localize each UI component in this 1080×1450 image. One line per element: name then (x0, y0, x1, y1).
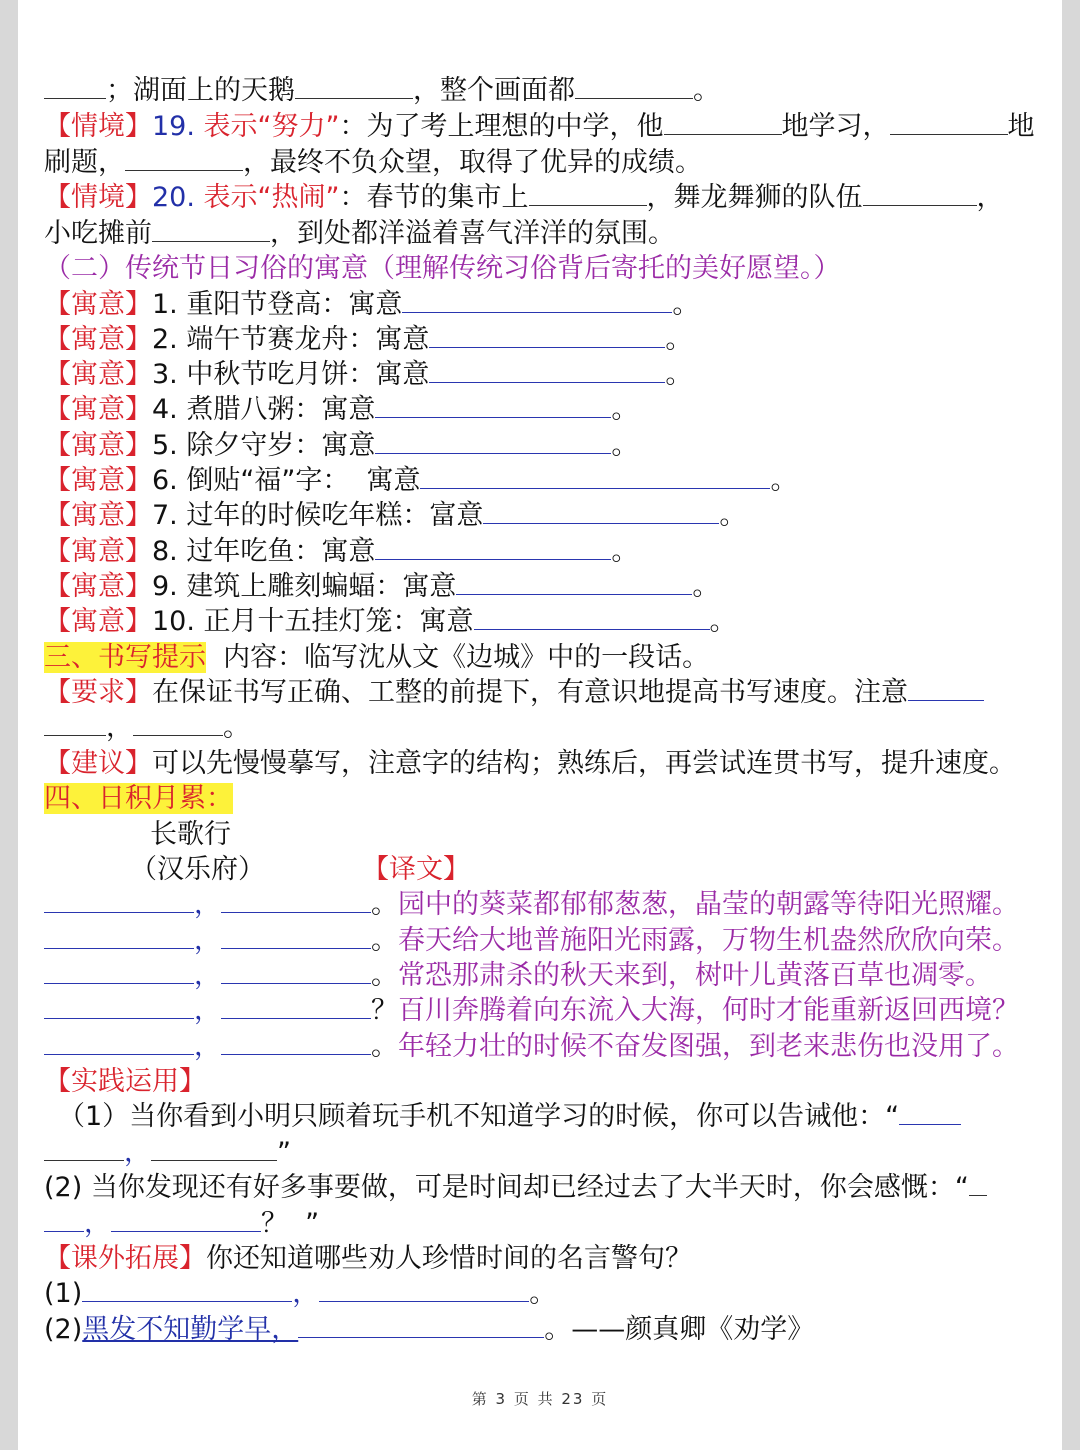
question-tag: 【情境】 (44, 182, 152, 213)
blank[interactable] (664, 112, 782, 135)
section-3-suggestion: 【建议】可以先慢慢摹写，注意字的结构；熟练后，再尝试连贯书写，提升速度。 (44, 748, 1016, 779)
blank[interactable] (44, 1209, 84, 1232)
section-3: 三、书写提示 内容：临写沈从文《边城》中的一段话。 (44, 642, 710, 673)
blank[interactable] (221, 890, 371, 913)
blank[interactable] (151, 1138, 277, 1161)
blank[interactable] (969, 1173, 987, 1196)
meaning-item: 【寓意】10. 正月十五挂灯笼：寓意 。 (44, 606, 737, 637)
poem-row: ， ？百川奔腾着向东流入大海，何时才能重新返回西境？ (44, 994, 1019, 1028)
section-3-title: 三、书写提示 (44, 642, 206, 673)
blank[interactable] (44, 890, 194, 913)
blank[interactable] (375, 537, 611, 560)
blank[interactable] (152, 219, 270, 242)
extension-item-2: (2)黑发不知勤学早， 。——颜真卿《劝学》 (44, 1314, 815, 1345)
blank[interactable] (44, 926, 194, 949)
blank[interactable] (420, 466, 770, 489)
blank[interactable] (44, 76, 106, 99)
blank[interactable] (44, 1032, 194, 1055)
section-4-title: 四、日积月累： (44, 783, 233, 814)
meaning-item: 【寓意】2. 端午节赛龙舟：寓意 。 (44, 324, 693, 355)
section-3-requirement-cont: ， 。 (44, 711, 250, 745)
blank[interactable] (890, 112, 1008, 135)
practice-tag: 【实践运用】 (44, 1066, 206, 1097)
blank[interactable] (474, 607, 710, 630)
blank[interactable] (429, 360, 665, 383)
blank[interactable] (529, 183, 647, 206)
blank[interactable] (111, 1209, 261, 1232)
blank[interactable] (908, 678, 984, 701)
translation-tag: 【译文】 (362, 854, 470, 885)
blank[interactable] (221, 926, 371, 949)
poem-row: ， 。年轻力壮的时候不奋发图强，到老来悲伤也没用了。 (44, 1030, 1019, 1064)
practice-q2: (2) 当你发现还有好多事要做，可是时间却已经过去了大半天时，你会感慨：“ (44, 1171, 987, 1205)
blank[interactable] (402, 290, 672, 313)
poem-row: ， 。常恐那肃杀的秋天来到，树叶儿黄落百草也凋零。 (44, 959, 992, 993)
extension-item-1: (1) ， 。 (44, 1278, 557, 1309)
blank[interactable] (319, 1279, 529, 1302)
blank[interactable] (221, 961, 371, 984)
blank[interactable] (44, 713, 106, 736)
translation-text: 年轻力壮的时候不奋发图强，到老来悲伤也没用了。 (398, 1031, 1019, 1062)
blank[interactable] (375, 431, 611, 454)
blank[interactable] (483, 501, 719, 524)
meaning-item: 【寓意】6. 倒贴“福”字： 寓意 。 (44, 465, 798, 496)
question-19-cont: 刷题， ，最终不负众望，取得了优异的成绩。 (44, 147, 702, 178)
blank[interactable] (863, 183, 977, 206)
blank[interactable] (298, 1315, 544, 1338)
meaning-item: 【寓意】8. 过年吃鱼：寓意 。 (44, 536, 639, 567)
practice-q1: （1）当你看到小明只顾着玩手机不知道学习的时候，你可以告诫他：“ (58, 1100, 961, 1134)
meaning-item: 【寓意】3. 中秋节吃月饼：寓意 。 (44, 359, 693, 390)
blank[interactable] (133, 713, 223, 736)
question-tag: 【情境】 (44, 111, 152, 142)
poem-row: ， 。园中的葵菜都郁郁葱葱，晶莹的朝露等待阳光照耀。 (44, 888, 1019, 922)
blank[interactable] (125, 148, 243, 171)
extension: 【课外拓展】你还知道哪些劝人珍惜时间的名言警句？ (44, 1243, 692, 1274)
section-3-requirement: 【要求】在保证书写正确、工整的前提下，有意识地提高书写速度。注意 (44, 676, 984, 710)
line-1: ；湖面上的天鹅 ，整个画面都 。 (44, 74, 720, 108)
meaning-item: 【寓意】4. 煮腊八粥：寓意 。 (44, 394, 639, 425)
blank[interactable] (375, 395, 611, 418)
blank[interactable] (82, 1279, 292, 1302)
blank[interactable] (44, 996, 194, 1019)
practice-q1-cont: ， ” (44, 1136, 291, 1170)
meaning-item: 【寓意】7. 过年的时候吃年糕：富意 。 (44, 500, 747, 531)
question-19: 【情境】19. 表示“努力”：为了考上理想的中学，他 地学习， 地 (44, 111, 1035, 142)
meaning-item: 【寓意】9. 建筑上雕刻蝙蝠：寓意 。 (44, 571, 720, 602)
section-2-title: （二）传统节日习俗的寓意（理解传统习俗背后寄托的美好愿望。） (44, 253, 841, 284)
blank[interactable] (429, 325, 665, 348)
worksheet-page (18, 0, 1062, 1450)
poem-author: （汉乐府） (130, 854, 265, 885)
translation-text: 春天给大地普施阳光雨露，万物生机盎然欣欣向荣。 (398, 925, 1019, 956)
blank[interactable] (221, 996, 371, 1019)
blank[interactable] (221, 1032, 371, 1055)
blank[interactable] (44, 1138, 124, 1161)
meaning-item: 【寓意】5. 除夕守岁：寓意 。 (44, 430, 639, 461)
answer-text: 黑发不知勤学早， (82, 1314, 299, 1345)
question-20-cont: 小吃摊前 ，到处都洋溢着喜气洋洋的氛围。 (44, 218, 675, 249)
translation-text: 常恐那肃杀的秋天来到，树叶儿黄落百草也凋零。 (398, 960, 992, 991)
section-4 (44, 782, 233, 816)
translation-text: 百川奔腾着向东流入大海，何时才能重新返回西境？ (398, 995, 1019, 1026)
translation-text: 园中的葵菜都郁郁葱葱，晶莹的朝露等待阳光照耀。 (398, 889, 1019, 920)
question-20: 【情境】20. 表示“热闹”：春节的集市上 ，舞龙舞狮的队伍 ， (44, 182, 1004, 213)
blank[interactable] (575, 76, 693, 99)
poem-title: 长歌行 (150, 819, 231, 850)
blank[interactable] (456, 572, 692, 595)
blank[interactable] (295, 76, 413, 99)
blank[interactable] (44, 961, 194, 984)
blank[interactable] (899, 1102, 961, 1125)
question-label: 表示“热闹” (203, 182, 340, 213)
poem-row: ， 。春天给大地普施阳光雨露，万物生机盎然欣欣向荣。 (44, 924, 1019, 958)
page-footer: 第 3 页 共 23 页 (471, 1390, 609, 1408)
practice-q2-cont: ， ？ ” (44, 1207, 319, 1241)
meaning-item: 【寓意】1. 重阳节登高：寓意 。 (44, 289, 700, 320)
question-label: 表示“努力” (203, 111, 340, 142)
